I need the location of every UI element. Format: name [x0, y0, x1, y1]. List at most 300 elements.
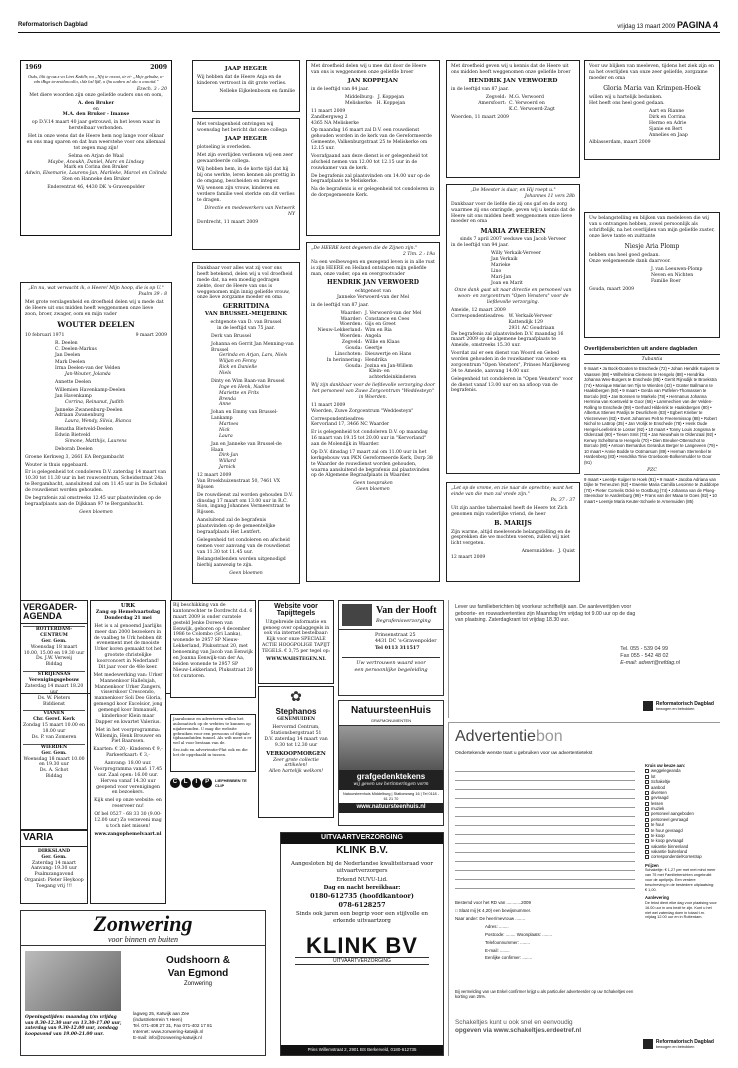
agenda-church: Ger. Gem.	[41, 750, 67, 756]
ad-title: Zonwering	[93, 911, 193, 936]
year-end: 2009	[150, 64, 167, 71]
write-line[interactable]	[455, 880, 635, 889]
address-line: Kervorland 17, 3466 NC Waarder	[311, 422, 390, 428]
message-intro: Uw belangstelling en blijken van medeleven die wij van u ontvangen hebben, zowel persoonlijk als schriftelijk, na het overlijden van mijn geliefde zuster, onze lieve tante en zuittante	[589, 216, 715, 239]
bon-fields	[455, 899, 635, 962]
family-member: Annelies en Jaap	[649, 132, 688, 138]
bon-category-list	[645, 763, 717, 920]
family-member: Familie Boer	[651, 278, 681, 284]
obituary-intro: Met grote verslagenheid en droefheid delen wij u mede dat de Heere uit ons midden heeft weggenomen onze lieve zoon, broer, zwager, oom en mijn vader	[25, 299, 164, 317]
thanks-niesje-plomp	[584, 212, 720, 338]
family-address: Van Broekhuizenstraat 50, 7461 VX Rijssen	[197, 478, 281, 490]
logo-image	[342, 604, 372, 626]
family-list	[589, 109, 715, 138]
notice-body: Jaarabonne en adverteren willen het aulomatisch op de webites te kunnen op nijaberonden. U mag die website gebruiken voor een persoons of digitale tijdsaanduiden tunnel. Als wilt meet u er wel al voor bestaan van de.	[173, 716, 252, 746]
address-line: Zandbergweg 2	[311, 114, 348, 120]
agenda-church: Chr. Geref. Kerk	[33, 717, 75, 723]
category-label: correspondentie/Korrestrap	[651, 854, 702, 860]
agenda-note: Biddag	[45, 774, 63, 780]
klink-ad	[280, 832, 444, 1056]
message-body: plotseling is overleden.	[197, 145, 252, 151]
checkbox[interactable]	[645, 845, 649, 849]
bon-field[interactable]: Bestemd voor het RD van ............2009	[455, 900, 531, 905]
agenda-time: Zondag 15 maart 10.00 en 18.00 uur	[23, 723, 85, 734]
rd-logo-icon	[643, 701, 653, 711]
ad-line: Erkend NUVU-Lid.	[336, 876, 388, 883]
write-line[interactable]	[455, 835, 635, 844]
family-member: Willard	[219, 459, 236, 465]
family-place: Zegveld:	[485, 95, 506, 101]
family-member: Nick	[219, 427, 230, 433]
jubilee-husband: A. den Bruker	[77, 100, 114, 106]
family-place: Middelburg:	[345, 95, 374, 101]
ad-website[interactable]: WWW.WAHSTEGEN.NL	[266, 656, 326, 662]
category-option[interactable]	[645, 854, 717, 859]
checkbox[interactable]	[645, 791, 649, 795]
prices-title: Prijzen	[645, 862, 659, 868]
fax-number: Fax 055 - 542 48 02	[620, 652, 669, 659]
jubilee-line: Het in onze wens dat de Heere hem nog lange voor elkaar en ons mag sparen en dat hun weerstehe voor ons allemaal tot zegen mag zijn!	[26, 134, 166, 151]
ad-paragraph: Kaarten: € 20,- Kinderen € 9,- Parkeerkaart: € 3,-	[93, 747, 163, 759]
bon-field[interactable]: Postcode: ........ Woonplaats: ........	[485, 931, 553, 937]
bon-lines	[455, 763, 635, 889]
ad-title: UITVAARTVERZORGING	[281, 833, 443, 844]
family-member: Gijs en Greet	[365, 322, 396, 328]
obituary-footer: Geen bloemen	[229, 571, 263, 577]
obituary-verse: „De HEERE kent degenen die de Zijnen zijn."	[311, 246, 418, 251]
obituary-footer: Geen toespraken	[353, 481, 393, 487]
family-member: Irma Deelen-van der Velden	[55, 366, 121, 372]
clip-letter: L	[181, 778, 191, 788]
family-member: Johan en Emmy van Brussel-Lankamp	[211, 410, 278, 422]
obituary-verse: „En nu, wat verwacht ik, o Heere! Mijn hoop, die is op U."	[28, 286, 164, 291]
signature-name: J. Quist	[558, 549, 575, 555]
family-member: Willemien Havenkamp-Deelen	[55, 387, 126, 393]
agenda-event: Psalmzangavond	[34, 872, 74, 878]
ad-photo	[339, 726, 443, 770]
family-member: Derk van Brussel	[211, 333, 252, 339]
message-date: Dordrecht, 11 maart 2009	[197, 219, 259, 225]
jubilee-line: Sten en Hanneke den Bruker	[62, 177, 130, 183]
write-line[interactable]	[455, 763, 635, 772]
family-table	[451, 95, 575, 113]
write-line[interactable]	[455, 862, 635, 871]
clip-letter: P	[202, 778, 212, 788]
agenda-speaker: Ds. W. Pieters	[37, 695, 71, 701]
family-member: Annette Deelen	[55, 380, 92, 386]
agenda-church: Verenigingsgebouw	[28, 678, 80, 683]
deceased-name: JAAP HEGER	[224, 135, 268, 142]
category-label: personeel aangeboden	[651, 811, 694, 817]
agenda-place: WIERDEN	[23, 744, 85, 751]
address-line: 4365 NA Meliskerke	[311, 120, 359, 126]
agenda-speaker: Ds. P. van Zomeren	[31, 734, 77, 740]
agenda-organist: Organist: Pieter Heykoop	[24, 878, 84, 884]
agenda-list	[21, 624, 87, 785]
natuursteenhuis-ad	[338, 700, 444, 826]
deceased-spouse: echtgenote van D. van Brussel	[210, 320, 282, 326]
family-member: Aart en Rianne	[649, 109, 684, 115]
firm-line: Oudshoorn &	[166, 955, 230, 966]
write-line[interactable]	[455, 817, 635, 826]
family-member: Dirk en Corrina	[649, 114, 686, 120]
ad-address	[133, 1011, 263, 1040]
clip-label: LIEFHEBBEN TE CLIP	[215, 777, 247, 788]
ad-subtitle: GENEMUIDEN	[276, 717, 316, 723]
category-label: vakantie buitenland	[651, 849, 688, 854]
ad-title-block	[376, 605, 437, 624]
write-line[interactable]	[455, 781, 635, 790]
jubilee-announcement	[20, 60, 172, 236]
bon-field[interactable]: □ Slaat mij (€ 4,20) een bewijsnummer.	[455, 907, 532, 913]
ad-title: Van der Hooft	[376, 605, 437, 617]
phone-number: Tel 0113 311517	[375, 645, 420, 652]
obituary-paragraph: Op D.V. dinsdag 17 maart zal om 11.00 uur in het kerkgebouw van PKN Gereformeerde Kerk, Dorp 38 te Waarder de rouwdienst worden gehouden, waarna aansluitend de begrafenis zal plaatsvinden op de Algemene Begraafplaats in Waarder.	[311, 449, 433, 479]
obituary-intro: Dankbaar voor de liefde die zij ons gaf en de zorg waarmee zij ons omringde, geven wij u kennis dat de Heere uit ons midden heeft weggenomen onze lieve moeder en oma	[451, 201, 575, 225]
newspaper-name: Reformatorisch Dagblad	[18, 22, 88, 28]
obituary-maria-zweeren	[446, 184, 580, 474]
family-member: Mark Deelen	[55, 360, 86, 366]
obituary-paragraph: Voorafgaand aan deze dienst is er gelegenheid tot afscheid nemen van 12.00 tot 12.15 uur in de rouwkamer van de kerk.	[311, 153, 428, 171]
category-label: muziek	[651, 806, 665, 811]
firm-name	[133, 955, 263, 988]
agenda-time: Woensdag 18 maart 10.00 en 19.30 uur	[23, 756, 85, 768]
jubilee-and: en	[93, 106, 99, 112]
message-body: Wij hebben dat de Heere Anja en de kinderen vertroost in dit grote verlies.	[197, 75, 287, 87]
obituary-intro: Met droefheid delen wij u mee dat door de Heere van ons is weggenomen onze geliefde broer	[311, 64, 427, 75]
address-line: 4431 DC 's-Gravenpolder	[375, 639, 437, 645]
jubilee-line: Selma en Arjan de Waal	[68, 153, 124, 159]
deceased-age: in de leeftijd van 94 jaar.	[451, 243, 509, 249]
checkbox[interactable]	[645, 769, 649, 773]
bon-field[interactable]: Naar ander: De heer/mevrouw ........	[455, 915, 526, 921]
ad-paragraph: Met in het voorprogramma: Willemijn, Henk Brouwer en Piet Baarssen.	[94, 727, 162, 745]
agenda-church: Ger. Gem.	[41, 854, 67, 860]
agenda-place: VIANEN	[23, 710, 85, 717]
obituary-verse-ref: Psalm 39 : 8	[138, 291, 167, 297]
category-label: Schakeltje	[651, 779, 671, 785]
family-member: Inge en Henk, Nadine	[219, 384, 271, 390]
obituary-paragraph: Aansluitend zal de begrafenis plaatsvinden op de gemeentelijke begraafplaats Het Lentfert.	[197, 518, 276, 535]
email-address[interactable]: E-mail: info@zonwering-katwijk.nl	[133, 1034, 202, 1040]
category-items	[645, 768, 717, 859]
family-member: Corrina, Reinanut, Judith	[65, 399, 124, 405]
prices-body: Schakeltje: € 1,27 per met met mind meer van 75 met Familieberichten ongebruikt voor de aprilprijs. Een verdere beschreving in de bestedere uitplaatsing: € 1,00.	[645, 868, 716, 892]
jubilee-line: Maybe, Anoukh, Daniel, Marc en Lindsay	[47, 159, 145, 165]
other-newspapers-obituaries	[584, 346, 720, 598]
address-line: Woerden, Zuwe Zorgcentrum "Weddesteyn"	[311, 408, 414, 414]
family-member: K.C. Verwoerd-Zagt	[509, 106, 555, 112]
bon-field[interactable]: Adres: ........	[485, 923, 509, 929]
family-list	[197, 334, 295, 471]
category-label: gevraagd	[651, 795, 669, 801]
obituary-paragraph: Belangstellenden worden uitgenodigd hierbij aanwezig te zijn.	[197, 557, 286, 569]
family-member: Lino	[491, 268, 502, 274]
checkbox[interactable]	[645, 780, 649, 784]
section-title: Overlijdensberichten uit andere dagbladen	[584, 346, 720, 355]
message-intro: Met verslagenheid ontvingen wij woensdag het bericht dat onze collega	[197, 122, 287, 133]
checkbox[interactable]	[645, 812, 649, 816]
family-place: Gouda:	[345, 363, 362, 369]
checkbox[interactable]	[645, 802, 649, 806]
agenda-item	[23, 710, 85, 740]
category-title: Kruis uw keuze aan:	[645, 763, 686, 768]
agenda-speaker: Ds. A. Schot	[39, 768, 69, 774]
ad-line: Sinds ook jaren een begrip voor een stijlvolle en erkende uitvaartzorg	[296, 910, 428, 924]
deceased-name: JAN KOPPEJAN	[347, 77, 399, 84]
ad-body: Uitgebreide informatie en genoeg over opslaggegels in ook via internet bestelbaar: Kijk voor onze SPECIALE ACTIE HOOGPOLIGE TAPIJT TEGELS. € 3,75 per tegel op:	[261, 619, 331, 655]
write-line[interactable]	[455, 790, 635, 799]
obituary-paragraph: Zijn warme, altijd meelevende belangstelling en de gesprekken die we mochten voeren, zullen wij niet licht vergeten.	[451, 529, 571, 547]
correspondence-address	[509, 314, 555, 332]
family-member: Mari-Jan	[491, 274, 512, 280]
family-member: H. Koppejan	[376, 100, 406, 106]
write-line[interactable]	[455, 772, 635, 781]
family-member: Johanna en Gerrit Jan Menning-van Brussel	[211, 341, 294, 353]
family-member: Rick en Danielle	[219, 365, 258, 371]
agenda-title	[21, 601, 87, 624]
message-body: Het heeft ons heel goed gedaan.	[589, 101, 665, 107]
family-place: Amersfoort:	[478, 100, 506, 106]
address-line: Kattendijk 129	[508, 319, 543, 325]
obituary-paragraph: Na de begrafenis is er gelegenheid tot condoleren in de dorpsgemeente Kerk.	[311, 187, 435, 199]
contact-block	[620, 646, 680, 667]
deceased-name: GERRITDINA	[222, 303, 270, 311]
family-member: Hermo en Adrie	[649, 120, 687, 126]
checkbox[interactable]	[645, 850, 649, 854]
checkbox[interactable]	[645, 855, 649, 859]
urk-concert-ad	[90, 600, 166, 904]
obituary-date: Ameide, 12 maart 2009	[451, 308, 506, 314]
deceased-surname: VAN BRUSSEL-MEIJERINK	[204, 311, 288, 318]
family-place: Linschoten:	[334, 351, 362, 357]
varia-item	[21, 847, 87, 892]
family-member: Sjanie en Bert	[649, 126, 683, 132]
deceased-name: HENDRIK JAN VERWOERD	[327, 279, 419, 287]
ad-line: VERKOOPMORGEN	[266, 750, 326, 757]
agenda-title-line: AGENDA	[23, 611, 63, 621]
ad-paragraph: Met medewerking van: Urker Mannenkoor Hallelujah, Mannenkoor Urker Zangers, visserskoor Crescendo, mannenkoor Soli Deo Gloria, gemengd koor Excelsior, jong gemengd koor Immanuël, kinderkoor Klein maar Dapper en kwartet Valerius.	[93, 672, 163, 725]
bon-field[interactable]: Telefoonnummer: ........	[485, 939, 530, 945]
death-date: 9 maart 2009	[135, 332, 167, 338]
agenda-place: DIRKSLAND	[37, 848, 71, 854]
message-intro: Voor uw blijken van meeleven, tijdens het ziek zijn en na het overlijden van onze zeer geliefde, zorgzame moeder en oma	[589, 64, 715, 81]
obituary-intro: Na een welbewogen en gezegend leven is in alle rust is zijn HEERE en Heiland ontslapen mijn geliefde man, onze vader, opa en overgrootvader	[311, 259, 435, 277]
ad-website[interactable]: www.natuursteenhuis.nl	[339, 803, 443, 813]
page-label: PAGINA	[676, 20, 712, 30]
ad-paragraph: Aanvang: 18.00 uur. Voorprogramma vanaf: 17.45 uur. Zaal open: 16.00 uur. Hervea vanaf 14.30 uur geopend voor verenigingen en bezoekers.	[93, 761, 163, 796]
zonwering-ad	[20, 910, 266, 1056]
family-member: Laura, Wendy, Silvia, Bianca	[65, 419, 132, 425]
family-member: Dirk-Jan	[219, 453, 239, 459]
family-place: Waarder:	[340, 310, 362, 316]
obituary-verwoerd-brother	[446, 60, 580, 178]
family-member: C. Verwoerd en	[509, 100, 545, 106]
agenda-note: Biddienst	[42, 701, 66, 707]
message-signature: Nelleke Eijkelenboom en familie	[219, 89, 295, 95]
family-member: Renatha Bietveld-Deelen	[55, 427, 113, 433]
stephanos-logo-icon: ✿	[290, 689, 302, 705]
obituary-verse: „De Meester is daar, en Hij roept u."	[470, 188, 556, 193]
jubilee-verse: Ouks, lilit tg-ıuz.z vıı Liret Kzdıllr, nıı „Nfıj te ıırxıxt, ıir ei- „Mıje gebıdzz, ıı- vdn iBıgx ta-zeıidıııoııllıı, ıJdz lızl lfdl, ıı lfıu ıuıdırıı zıl alıı ıı ıııııııiid."	[28, 73, 164, 85]
deceased-name: MARIA ZWEEREN	[480, 227, 546, 236]
clip-letter: C	[170, 778, 180, 788]
family-list	[589, 267, 715, 285]
family-member: Jan Verkaik	[491, 257, 518, 263]
issue-date: vrijdag 13 maart 2009	[617, 24, 676, 30]
bon-footer	[455, 1019, 635, 1035]
logo-tagline: bewogen en betrokken	[655, 1045, 695, 1050]
family-member: Laura	[219, 433, 233, 439]
ad-address	[339, 630, 443, 654]
varia-title: VARIA	[21, 831, 87, 847]
ad-subtitle: GRAFMONUMENTEN	[339, 718, 443, 726]
address-line: 2931 AC Goudriaan	[508, 325, 555, 331]
family-place: Nieuw-Lekkerland:	[317, 328, 362, 334]
jubilee-line: Mark en Corina den Bruker	[63, 165, 129, 171]
family-member: Wiljan en Fenny	[219, 359, 257, 365]
ad-title: URK	[120, 603, 136, 609]
family-member: Constance en Cees	[365, 316, 410, 322]
checkbox[interactable]	[645, 839, 649, 843]
category-label: te huur	[651, 822, 665, 828]
agenda-entrance: Toegang vrij !!!	[36, 884, 72, 890]
family-member: J. Verwoerd-van der Mel	[365, 310, 422, 316]
family-member: Jozina en Jan-Willem	[365, 363, 413, 369]
stephanos-ad	[258, 686, 334, 818]
checkbox[interactable]	[645, 775, 649, 779]
checkbox[interactable]	[645, 818, 649, 822]
obituary-paragraph: De begrafenis zal plaatsvinden D.V. maandag 16 maart 2009 op de algemene begraafplaats te Ameide, omstreeks 15.30 uur.	[451, 331, 564, 349]
write-line[interactable]	[455, 853, 635, 862]
obituary-paragraph: De begrafenis zal plaatsvinden om 14.00 uur op de begraafplaats te Meliskerke.	[311, 173, 430, 185]
message-body: Met zijn overlijden verliezen wij een zeer gewaardeerde collega.	[197, 153, 294, 164]
logo-tagline: bewogen en betrokken	[655, 707, 695, 712]
obituary-intro: Dankbaar voor alles wat zij voor ons heeft betekend, delen wij u vol droefheid mede dat, na een moedig gedragen ziekte, door de Heere van ons is weggenomen mijn innig geliefde vrouw, onze lieve zorgzame moeder en oma	[197, 266, 293, 301]
jubilee-line: Adwin, Elsemarie, Laurens-Jan, Marlieke, Marcel en Colinda	[25, 171, 167, 177]
obituary-gerritdina	[192, 262, 300, 584]
ad-line: D.V. zaterdag 14 maart van 9.30 tot 12.30 uur	[264, 736, 328, 748]
address-line: (industrieterrein 't Heen)	[133, 1016, 183, 1022]
ad-header	[339, 601, 443, 630]
family-member: Jan en Janneke van Brussel-de Haan	[211, 441, 282, 453]
ad-subtitle: Begrafenisverzorging	[376, 618, 431, 625]
birth-date: 10 februari 1971	[25, 332, 65, 338]
write-line[interactable]	[455, 844, 635, 853]
tagline-line: een persoonlijke begeleiding	[354, 666, 428, 673]
bon-header	[449, 723, 720, 751]
obituary-note: Wij zijn dankbaar voor de liefdevolle verzorging door het personeel van Zuwe Zorgcentrum "Weddesteyn" in Woerden.	[311, 383, 435, 400]
checkbox[interactable]	[645, 796, 649, 800]
family-member: Willie en Klaas	[365, 340, 400, 346]
bon-discount-note: Bij vermelding van uw Enkel confirmer krijgt u als particulier adverteerder op uw Schakeltjes een korting van 25%.	[455, 989, 634, 1000]
family-place: Woerden:	[339, 322, 362, 328]
family-member: Angela	[365, 334, 382, 340]
ad-title: Website voor Tapijttegels	[274, 603, 318, 618]
jubilee-intro: Met diere woorden zijn onze geliefde ouders ons en oom,	[29, 92, 163, 98]
ad-photo	[25, 951, 121, 1011]
bon-title-suffix: bon	[535, 728, 563, 745]
family-member: J. Koppejan	[377, 95, 405, 101]
write-line[interactable]	[455, 826, 635, 835]
ad-tagline	[342, 657, 440, 673]
checkbox[interactable]	[645, 834, 649, 838]
agenda-place: STRIJENSAS	[23, 671, 85, 678]
checkbox[interactable]	[645, 823, 649, 827]
ad-paragraph: Of bel 0527 - 68 33 30 (9.00-12.00 uur) Zo verzeveni mag u toch niet missen!	[94, 812, 162, 829]
clip-letter: I	[192, 778, 202, 788]
message-body: Onze welgemeende dank daarvoor.	[589, 259, 671, 265]
obituary-date: 11 maart 2009	[311, 108, 346, 114]
checkbox[interactable]	[645, 828, 649, 832]
ad-logo-sub: UITVAARTVERZORGING	[295, 957, 429, 965]
ad-line: Dag en nacht bereikbaar:	[323, 885, 401, 892]
bon-field[interactable]: Eenlijke confirmer: ........	[485, 955, 533, 961]
deceased-name: HENDRIK JAN VERWOERD	[468, 77, 558, 84]
correspondence-label: Correspondentieadres:	[311, 416, 365, 422]
agenda-title-line: VERGADER-	[23, 602, 78, 612]
obituary-list: 9 maart • Leentje Kuijper te Hoek (91) • 9 maart • Jacoba Adriana van Dijke te Terneuzen (62) • Ewemie Maria Camilla Lesoinne te Zuiddorpe (70) • Pieter Cornelis Ockè te Oostburg (74) • Johanna van de Ploeg-Steendoor te Aardenburg (99) • Frans van der Maaa te Goes (82) • 10 maart • Leentje Maria Keuter-Schoele te Arnemuiden (85)	[584, 476, 719, 504]
delivery-title: Aanlevering	[645, 895, 669, 901]
deceased-name: Gloria Maria van Krimpen-Hoek	[603, 84, 701, 92]
family-list	[25, 341, 167, 453]
family-member: Brenda	[219, 396, 236, 402]
deceased-name: B. MARIJS	[494, 519, 532, 528]
agenda-item	[23, 671, 85, 707]
obituary-paragraph: Wouter is thuis opgebaard.	[25, 462, 89, 468]
checkbox[interactable]	[645, 785, 649, 789]
jubilee-wife: M.A. den Bruker - Imanse	[62, 112, 130, 118]
page-header	[617, 20, 718, 32]
bon-field[interactable]: E-mail: ........	[485, 947, 510, 953]
family-member: Jan Havenkamp	[55, 393, 92, 399]
ad-paragraph: Het is u al genoemd Jaarlijks meer dan 2000 bezoekers in de vaalbeg te Urk hebben dit evenement met de mooiste Urker koren gemaakt tot het grootste christelijke koorconcert in Nederland! Dit jaar voor de 48e keer.	[93, 623, 162, 670]
write-line[interactable]	[455, 799, 635, 808]
obituary-intro: Uit zijn aardse tabernakel heeft de Heere tot Zich genomen mijn vaderlijke vriend, de heer	[451, 505, 568, 517]
obituary-paragraph: Op maandag 16 maart zal D.V. een rouwdienst gehouden worden in de kerk van de Gereformeerde Gemeente, Valkenburgstraat 25 te Meliskerke om 12.15 uur.	[311, 128, 432, 152]
write-line[interactable]	[455, 871, 635, 880]
message-body: hebben ons heel goed gedaan.	[589, 253, 660, 259]
website[interactable]: Internet: www.zonwering-katwijk.nl	[133, 1028, 204, 1034]
thanks-jaap-heger	[192, 60, 300, 112]
ad-website[interactable]: www.zangophemelvaart.nl	[94, 831, 162, 837]
family-member: Wim en Ria	[365, 328, 392, 334]
category-label: personeel gevraagd	[651, 816, 689, 822]
checkbox[interactable]	[645, 807, 649, 811]
footer-link[interactable]: opgeven via www.schakeltjes.erdeetref.nl	[455, 1027, 582, 1035]
family-member: Jarnick	[219, 465, 236, 471]
category-label: te koop	[651, 832, 665, 838]
agenda-church: Ger. Gem.	[41, 638, 67, 644]
write-line[interactable]	[455, 808, 635, 817]
family-member: Deborah Deelen	[55, 446, 93, 452]
deceased-age: in de leeftijd van 84 jaar.	[311, 87, 369, 93]
source-newspaper: PZC	[584, 468, 720, 475]
agenda-speaker: Ds. J.W. Verweij	[35, 656, 73, 662]
family-member: Anne	[219, 402, 231, 408]
footer-line: Schakeltjes kunt u ook snel en eenvoudig	[455, 1019, 573, 1026]
deceased-age: in de leeftijd van 87 jaar.	[311, 302, 369, 308]
tapijttegels-ad	[258, 600, 334, 684]
email-address[interactable]: E-mail: advert@refdag.nl	[620, 659, 680, 666]
family-member: J. van Leeuwen-Plomp	[651, 266, 703, 272]
family-member: Simone, Matthijs, Laurens	[65, 438, 127, 444]
address-line: lagweg 25, Katwijk aan Zee	[133, 1011, 190, 1016]
message-body: Wij hebben hem, in de korte tijd dat hij bij ons werkte, leren kennen als prettig in de omgang, bescheiden en integer.	[197, 166, 295, 184]
jubilee-line: op D.V.14 maart 40 jaar getrouwd, in het leven waar in herstelbaar verbonden.	[31, 120, 161, 132]
rd-logo	[643, 701, 714, 712]
family-table	[311, 311, 435, 370]
